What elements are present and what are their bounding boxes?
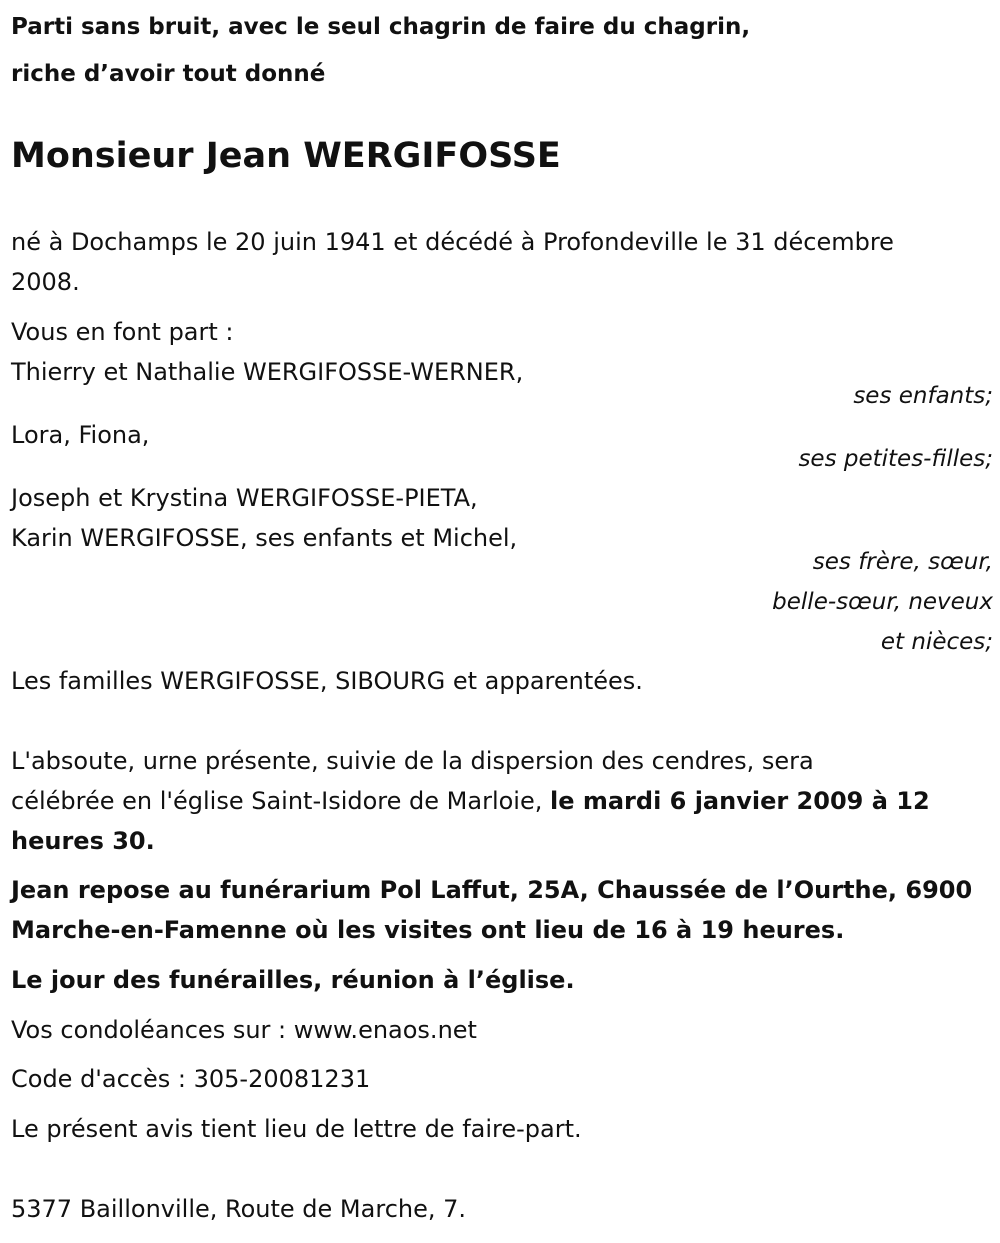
- ceremony-date: le mardi 6 janvier 2009 à 12: [549, 787, 930, 815]
- condolences-line: Vos condoléances sur : www.enaos.net: [11, 1016, 477, 1044]
- ceremony-line-2: [11, 781, 930, 821]
- families-line: Les familles WERGIFOSSE, SIBOURG et apparentées.: [11, 667, 643, 695]
- funerarium-line-1: Jean repose au funérarium Pol Laffut, 25A, Chaussée de l’Ourthe, 6900: [11, 876, 973, 904]
- children-relation: ses enfants;: [853, 383, 993, 409]
- siblings-relation-3: et nièces;: [880, 629, 993, 655]
- meeting-line: Le jour des funérailles, réunion à l’église.: [11, 966, 575, 994]
- siblings-names-1: Joseph et Krystina WERGIFOSSE-PIETA,: [11, 484, 478, 512]
- deceased-name: Monsieur Jean WERGIFOSSE: [11, 136, 561, 176]
- children-names: Thierry et Nathalie WERGIFOSSE-WERNER,: [11, 358, 524, 386]
- grandchildren-names: Lora, Fiona,: [11, 421, 150, 449]
- ceremony-line-2-normal: célébrée en l'église Saint-Isidore de Marloie,: [11, 787, 550, 815]
- birth-death-line-1: né à Dochamps le 20 juin 1941 et décédé à Profondeville le 31 décembre: [11, 228, 894, 256]
- funerarium-line-2: Marche-en-Famenne où les visites ont lieu de 16 à 19 heures.: [11, 916, 845, 944]
- quote-line-2: riche d’avoir tout donné: [11, 61, 326, 87]
- siblings-names-2: Karin WERGIFOSSE, ses enfants et Michel,: [11, 524, 518, 552]
- siblings-relation-1: ses frère, sœur,: [812, 549, 993, 575]
- grandchildren-relation: ses petites-filles;: [798, 446, 993, 472]
- access-code-line: Code d'accès : 305-20081231: [11, 1065, 371, 1093]
- quote-line-1: Parti sans bruit, avec le seul chagrin de faire du chagrin,: [11, 14, 751, 40]
- ceremony-line-1: L'absoute, urne présente, suivie de la dispersion des cendres, sera: [11, 747, 814, 775]
- address-line: 5377 Baillonville, Route de Marche, 7.: [11, 1195, 467, 1223]
- birth-death-line-2: 2008.: [11, 268, 80, 296]
- ceremony-time: heures 30.: [11, 827, 155, 855]
- siblings-relation-2: belle-sœur, neveux: [772, 589, 993, 615]
- announce-text: Vous en font part :: [11, 318, 234, 346]
- notice-line: Le présent avis tient lieu de lettre de faire-part.: [11, 1115, 582, 1143]
